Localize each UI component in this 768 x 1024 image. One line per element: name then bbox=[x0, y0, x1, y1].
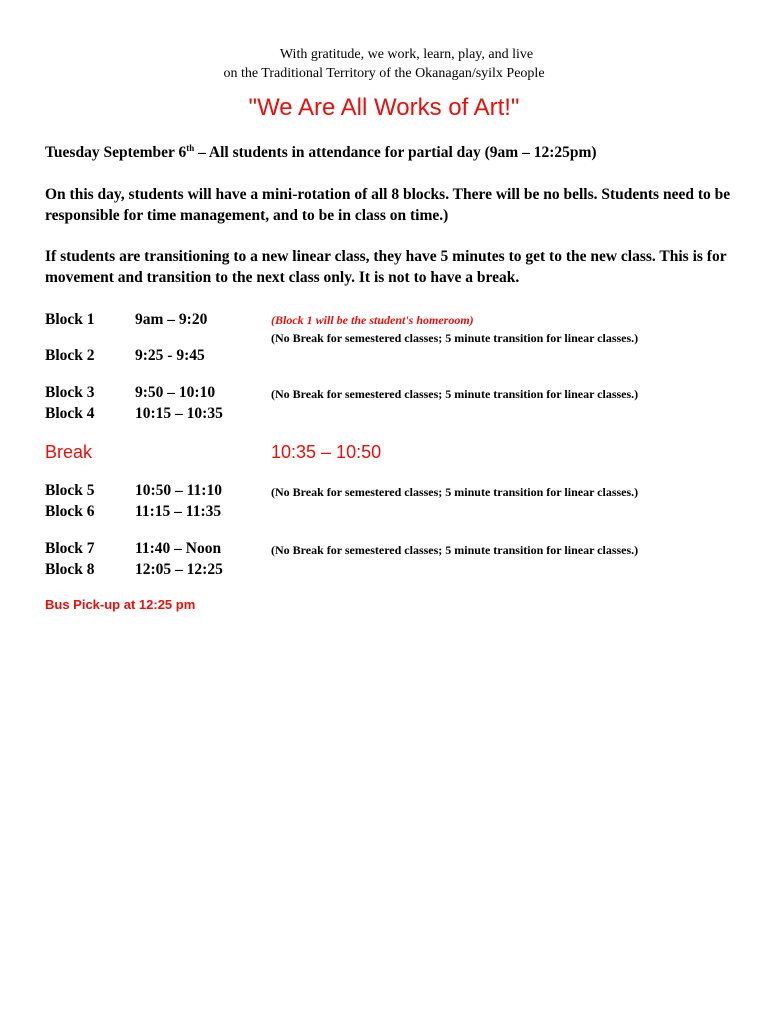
homeroom-note: (Block 1 will be the student's homeroom) bbox=[271, 313, 474, 327]
block-1-time: 9am – 9:20 bbox=[135, 311, 208, 328]
bus-pickup-note: Bus Pick-up at 12:25 pm bbox=[45, 597, 196, 612]
transition-note-1: (No Break for semestered classes; 5 minute transition for linear classes.) bbox=[271, 331, 639, 345]
block-6-time: 11:15 – 11:35 bbox=[135, 503, 222, 520]
block-4-time: 10:15 – 10:35 bbox=[135, 405, 223, 422]
block-5-label: Block 5 bbox=[45, 482, 95, 499]
acknowledgement-line-1: With gratitude, we work, learn, play, and live bbox=[279, 47, 534, 62]
date-ordinal-suffix: th bbox=[186, 142, 195, 153]
date-paragraph bbox=[45, 142, 735, 163]
date-prefix: Tuesday September 6 bbox=[45, 144, 187, 161]
block-2-time: 9:25 - 9:45 bbox=[135, 347, 205, 364]
break-time: 10:35 – 10:50 bbox=[271, 442, 382, 462]
block-8-time: 12:05 – 12:25 bbox=[135, 561, 223, 578]
transition-note-2: (No Break for semestered classes; 5 minute transition for linear classes.) bbox=[271, 387, 639, 401]
block-6-label: Block 6 bbox=[45, 503, 95, 520]
block-7-label: Block 7 bbox=[45, 540, 95, 557]
block-8-label: Block 8 bbox=[45, 561, 95, 578]
date-rest: – All students in attendance for partial day (9am – 12:25pm) bbox=[194, 144, 597, 161]
block-5-time: 10:50 – 11:10 bbox=[135, 482, 222, 499]
break-label: Break bbox=[45, 442, 93, 462]
acknowledgement-line-2: on the Traditional Territory of the Okanagan/syilx People bbox=[223, 66, 545, 81]
rotation-paragraph: On this day, students will have a mini-rotation of all 8 blocks. There will be no bells. Students need to be responsible for time management, and to be in class on time.) bbox=[45, 186, 731, 224]
block-4-label: Block 4 bbox=[45, 405, 95, 422]
block-1-label: Block 1 bbox=[45, 311, 95, 328]
block-2-label: Block 2 bbox=[45, 347, 95, 364]
page-title: "We Are All Works of Art!" bbox=[248, 94, 520, 121]
block-7-time: 11:40 – Noon bbox=[135, 540, 222, 557]
transition-note-4: (No Break for semestered classes; 5 minute transition for linear classes.) bbox=[271, 543, 639, 557]
block-3-label: Block 3 bbox=[45, 384, 95, 401]
transition-note-3: (No Break for semestered classes; 5 minute transition for linear classes.) bbox=[271, 485, 639, 499]
block-3-time: 9:50 – 10:10 bbox=[135, 384, 216, 401]
transition-paragraph: If students are transitioning to a new linear class, they have 5 minutes to get to the new class. This is for movement and transition to the next class only. It is not to have a break. bbox=[45, 248, 727, 286]
